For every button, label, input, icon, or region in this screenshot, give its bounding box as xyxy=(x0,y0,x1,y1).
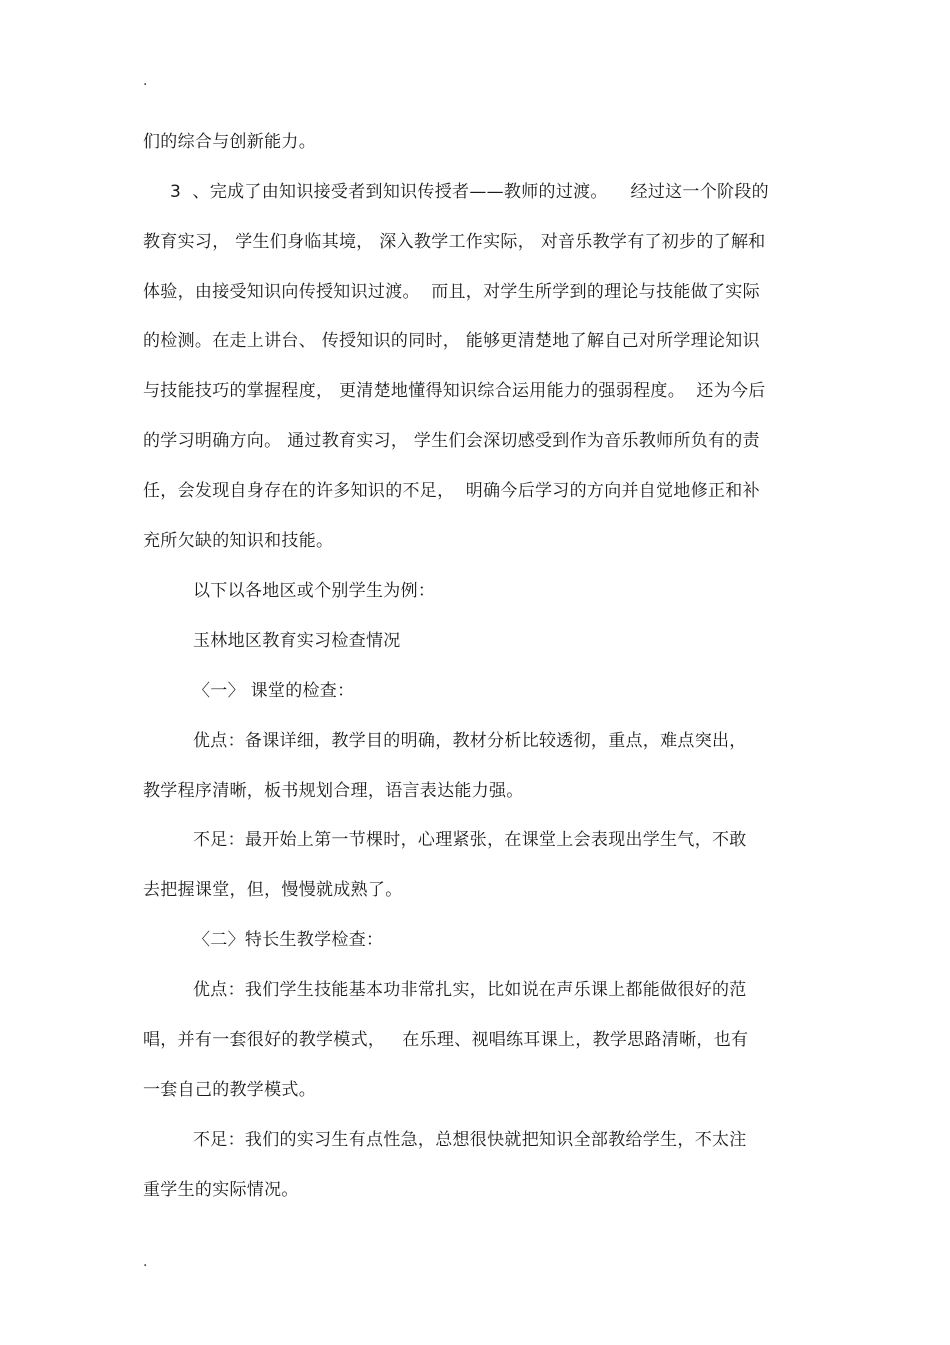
paragraph-line: 的检测。在走上讲台、 传授知识的同时， 能够更清楚地了解自己对所学理论知识 xyxy=(143,331,760,351)
paragraph-line: 去把握课堂，但，慢慢就成熟了。 xyxy=(143,880,403,900)
subsection-heading: 〈二〉特长生教学检查： xyxy=(193,930,384,950)
paragraph-line: 与技能技巧的掌握程度， 更清楚地懂得知识综合运用能力的强弱程度。 还为今后 xyxy=(143,381,766,401)
paragraph-line: 任，会发现自身存在的许多知识的不足， 明确今后学习的方向并自觉地修正和补 xyxy=(143,481,760,501)
paragraph-line: 充所欠缺的知识和技能。 xyxy=(143,531,334,551)
footer-mark: . xyxy=(143,1254,148,1270)
header-mark: . xyxy=(143,73,148,89)
paragraph-line: 一套自己的教学模式。 xyxy=(143,1080,316,1100)
paragraph-line: 的学习明确方向。 通过教育实习， 学生们会深切感受到作为音乐教师所负有的责 xyxy=(143,431,760,451)
paragraph-line: 们的综合与创新能力。 xyxy=(143,132,316,152)
paragraph-line: 教学程序清晰，板书规划合理，语言表达能力强。 xyxy=(143,781,524,801)
section-heading: 玉林地区教育实习检查情况 xyxy=(193,631,401,651)
paragraph-line: 优点：备课详细，教学目的明确，教材分析比较透彻，重点，难点突出， xyxy=(193,731,747,751)
paragraph-line: 教育实习， 学生们身临其境， 深入教学工作实际， 对音乐教学有了初步的了解和 xyxy=(143,232,766,252)
paragraph-line: 不足：我们的实习生有点性急，总想很快就把知识全部教给学生，不太注 xyxy=(193,1130,747,1150)
paragraph-line: 优点：我们学生技能基本功非常扎实，比如说在声乐课上都能做很好的范 xyxy=(193,980,747,1000)
paragraph-line: 以下以各地区或个别学生为例： xyxy=(193,581,436,601)
paragraph-line: 唱，并有一套很好的教学模式， 在乐理、视唱练耳课上，教学思路清晰，也有 xyxy=(143,1030,749,1050)
paragraph-line: 重学生的实际情况。 xyxy=(143,1180,299,1200)
paragraph-line: 不足：最开始上第一节棵时，心理紧张，在课堂上会表现出学生气，不敢 xyxy=(193,830,747,850)
subsection-heading: 〈一〉 课堂的检查： xyxy=(193,681,355,701)
paragraph-line: 3 、完成了由知识接受者到知识传授者——教师的过渡。 经过这一个阶段的 xyxy=(170,182,769,202)
paragraph-line: 体验，由接受知识向传授知识过渡。 而且，对学生所学到的理论与技能做了实际 xyxy=(143,282,760,302)
